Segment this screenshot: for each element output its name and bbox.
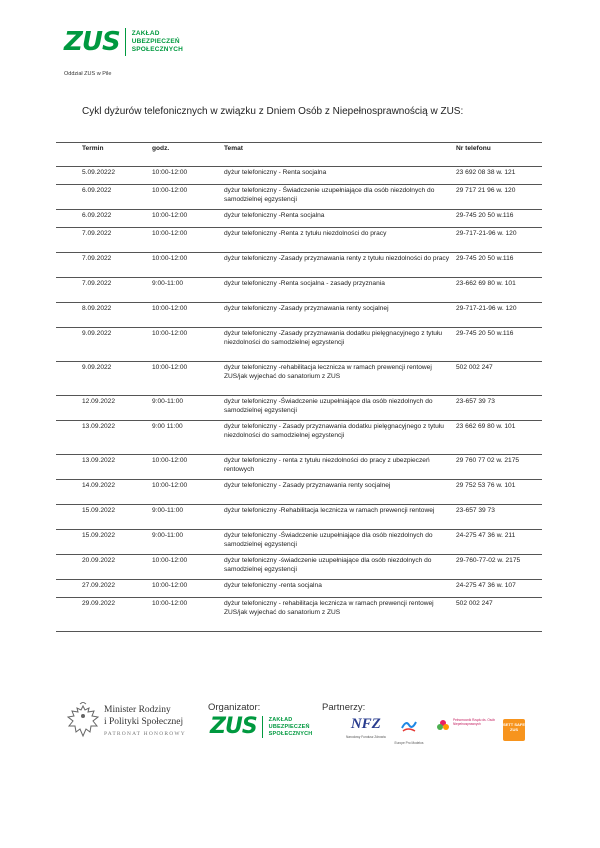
cell-phone: 29-745 20 50 w.116 bbox=[454, 253, 542, 278]
cell-phone: 29-745 20 50 w.116 bbox=[454, 210, 542, 228]
cell-phone: 29 752 53 76 w. 101 bbox=[454, 480, 542, 505]
cell-phone: 29-717-21-96 w. 120 bbox=[454, 228, 542, 253]
cell-topic: dyżur telefoniczny -Świadczenie uzupełniające dla osób niezdolnych do samodzielnej egzystencji bbox=[222, 396, 454, 421]
cell-topic: dyżur telefoniczny -Renta socjalna bbox=[222, 210, 454, 228]
cell-time: 10:00-12:00 bbox=[150, 555, 222, 580]
branch-name: Oddział ZUS w Pile bbox=[64, 71, 112, 77]
cell-topic: dyżur telefoniczny -Zasady przyznawania renty z tytułu niezdolności do pracy bbox=[222, 253, 454, 278]
nfz-subtitle: Narodowy Fundusz Zdrowia bbox=[346, 735, 386, 739]
polish-eagle-emblem bbox=[66, 702, 100, 740]
cell-topic: dyżur telefoniczny - Zasady przyznawania renty socjalnej bbox=[222, 480, 454, 505]
cell-phone: 29 760 77 02 w. 2175 bbox=[454, 455, 542, 480]
table-row bbox=[56, 555, 542, 580]
cell-date: 15.09.2022 bbox=[56, 505, 150, 530]
cell-topic: dyżur telefoniczny -Renta socjalna - zasady przyznania bbox=[222, 278, 454, 303]
table-row bbox=[56, 253, 542, 278]
cell-phone: 24-275 47 36 w. 107 bbox=[454, 580, 542, 598]
flower-icon bbox=[436, 718, 451, 734]
table-row bbox=[56, 530, 542, 555]
cell-date: 27.09.2022 bbox=[56, 580, 150, 598]
zus-logo-text bbox=[269, 717, 313, 738]
cell-topic: dyżur telefoniczny -Zasady przyznawania dodatku pielęgnacyjnego z tytułu niezdolności do samodzielnej egzystencji bbox=[222, 328, 454, 362]
cell-phone: 23 662 69 80 w. 101 bbox=[454, 421, 542, 455]
cell-time: 10:00-12:00 bbox=[150, 598, 222, 632]
zus-logo-line: UBEZPIECZEŃ bbox=[131, 38, 180, 45]
table-row bbox=[56, 505, 542, 530]
zus-logo-text bbox=[132, 30, 183, 54]
minister-line: Minister Rodziny bbox=[104, 705, 171, 715]
cell-time: 9:00-11:00 bbox=[150, 396, 222, 421]
cell-topic: dyżur telefoniczny -świadczenie uzupełniające dla osób niezdolnych do samodzielnej egzystencji bbox=[222, 555, 454, 580]
nfz-logo bbox=[346, 716, 386, 739]
table-row bbox=[56, 421, 542, 455]
cell-topic: dyżur telefoniczny -Rehabilitacja lecznicza w ramach prewencji rentowej bbox=[222, 505, 454, 530]
cell-date: 12.09.2022 bbox=[56, 396, 150, 421]
zus-logo-mark: ZUS bbox=[210, 714, 257, 739]
partner-logo-pelnomocnik bbox=[436, 718, 495, 739]
cell-time: 10:00-12:00 bbox=[150, 362, 222, 396]
table-row bbox=[56, 228, 542, 253]
table-row bbox=[56, 167, 542, 185]
cell-time: 9:00-11:00 bbox=[150, 278, 222, 303]
cell-phone: 29-717-21-96 w. 120 bbox=[454, 303, 542, 328]
cell-topic: dyżur telefoniczny -Świadczenie uzupełniające dla osób niezdolnych do samodzielnej egzystencji bbox=[222, 530, 454, 555]
table-row bbox=[56, 480, 542, 505]
zus-logo-line: UBEZPIECZEŃ bbox=[268, 723, 310, 730]
zus-logo-divider bbox=[125, 28, 126, 56]
cell-time: 10:00-12:00 bbox=[150, 185, 222, 210]
cell-date: 8.09.2022 bbox=[56, 303, 150, 328]
header-topic: Temat bbox=[222, 143, 454, 167]
cell-phone: 23-657 39 73 bbox=[454, 505, 542, 530]
table-row bbox=[56, 396, 542, 421]
organizer-zus-logo bbox=[210, 716, 312, 738]
cell-date: 7.09.2022 bbox=[56, 278, 150, 303]
cell-time: 10:00-12:00 bbox=[150, 328, 222, 362]
zus-logo-line: ZAKŁAD bbox=[268, 716, 293, 723]
cell-time: 9:00 11:00 bbox=[150, 421, 222, 455]
cell-time: 9:00-11:00 bbox=[150, 530, 222, 555]
cell-topic: dyżur telefoniczny -Renta z tytułu niezdolności do pracy bbox=[222, 228, 454, 253]
cell-phone: 29-760-77-02 w. 2175 bbox=[454, 555, 542, 580]
cell-phone: 23 692 08 38 w. 121 bbox=[454, 167, 542, 185]
cell-topic: dyżur telefoniczny - rehabilitacja lecznicza w ramach prewencji rentowej ZUS/jak wyjechać do sanatorium z ZUS bbox=[222, 598, 454, 632]
page-title: Cykl dyżurów telefonicznych w związku z Dniem Osób z Niepełnosprawnością w ZUS: bbox=[82, 106, 464, 117]
table-row bbox=[56, 598, 542, 632]
partner-logo bbox=[393, 716, 425, 745]
cell-time: 10:00-12:00 bbox=[150, 253, 222, 278]
cell-time: 10:00-12:00 bbox=[150, 228, 222, 253]
cell-time: 10:00-12:00 bbox=[150, 303, 222, 328]
cell-date: 13.09.2022 bbox=[56, 421, 150, 455]
cell-phone: 29-745 20 50 w.116 bbox=[454, 328, 542, 362]
partners-label: Partnerzy: bbox=[322, 702, 366, 713]
table-row bbox=[56, 328, 542, 362]
table-row bbox=[56, 278, 542, 303]
cell-topic: dyżur telefoniczny -Zasady przyznawania renty socjalnej bbox=[222, 303, 454, 328]
cell-date: 14.09.2022 bbox=[56, 480, 150, 505]
cell-topic: dyżur telefoniczny -rehabilitacja lecznicza w ramach prewencji rentowej ZUS/jak wyjechać do sanatorium z ZUS bbox=[222, 362, 454, 396]
cell-phone: 502 002 247 bbox=[454, 598, 542, 632]
minister-line: i Polityki Społecznej bbox=[104, 717, 184, 727]
zus-logo bbox=[64, 28, 183, 56]
cell-time: 9:00-11:00 bbox=[150, 505, 222, 530]
cell-phone: 29 717 21 96 w. 120 bbox=[454, 185, 542, 210]
table-body bbox=[56, 167, 542, 632]
cell-date: 6.09.2022 bbox=[56, 210, 150, 228]
zus-logo-line: SPOŁECZNYCH bbox=[268, 730, 313, 737]
cell-topic: dyżur telefoniczny - Renta socjalna bbox=[222, 167, 454, 185]
header-date: Termin bbox=[56, 143, 150, 167]
cell-date: 29.09.2022 bbox=[56, 598, 150, 632]
table-row bbox=[56, 303, 542, 328]
cell-time: 10:00-12:00 bbox=[150, 455, 222, 480]
cell-phone: 23-657 39 73 bbox=[454, 396, 542, 421]
organizer-label: Organizator: bbox=[208, 702, 261, 713]
cell-date: 9.09.2022 bbox=[56, 328, 150, 362]
ministry-patronage bbox=[104, 704, 186, 737]
cell-date: 13.09.2022 bbox=[56, 455, 150, 480]
cell-time: 10:00-12:00 bbox=[150, 210, 222, 228]
cell-date: 15.09.2022 bbox=[56, 530, 150, 555]
header-phone: Nr telefonu bbox=[454, 143, 542, 167]
cell-date: 6.09.2022 bbox=[56, 185, 150, 210]
zus-logo-line: SPOŁECZNYCH bbox=[131, 46, 184, 53]
cell-time: 10:00-12:00 bbox=[150, 580, 222, 598]
partner-text: Pełnomocnik Rządu ds. Osób Niepełnosprawnych bbox=[453, 718, 495, 726]
header-time: godz. bbox=[150, 143, 222, 167]
cell-topic: dyżur telefoniczny - renta z tytułu niezdolności do pracy z ubezpieczeń rentowych bbox=[222, 455, 454, 480]
schedule-table bbox=[56, 142, 542, 632]
patronage-label: PATRONAT HONOROWY bbox=[104, 731, 186, 737]
cell-topic: dyżur telefoniczny - Zasady przyznawania dodatku pielęgnacyjnego z tytułu niezdolności do samodzielnej egzystencji bbox=[222, 421, 454, 455]
nfz-mark: NFZ bbox=[350, 716, 381, 732]
zus-logo-divider bbox=[262, 716, 263, 738]
cell-time: 10:00-12:00 bbox=[150, 480, 222, 505]
cell-phone: 23-662 69 80 w. 101 bbox=[454, 278, 542, 303]
table-row bbox=[56, 455, 542, 480]
zus-logo-line: ZAKŁAD bbox=[131, 30, 160, 37]
zus-logo-mark: ZUS bbox=[64, 27, 120, 57]
cell-date: 7.09.2022 bbox=[56, 253, 150, 278]
cell-date: 7.09.2022 bbox=[56, 228, 150, 253]
cell-date: 5.09.20222 bbox=[56, 167, 150, 185]
cell-topic: dyżur telefoniczny -renta socjalna bbox=[222, 580, 454, 598]
table-row bbox=[56, 362, 542, 396]
cell-phone: 24-275 47 36 w. 211 bbox=[454, 530, 542, 555]
partner-subtitle: Europe Pro Modelos bbox=[394, 741, 424, 745]
table-row bbox=[56, 210, 542, 228]
cell-time: 10:00-12:00 bbox=[150, 167, 222, 185]
table-row bbox=[56, 580, 542, 598]
table-row bbox=[56, 185, 542, 210]
wave-icon bbox=[400, 716, 418, 734]
cell-date: 20.09.2022 bbox=[56, 555, 150, 580]
cell-phone: 502 002 247 bbox=[454, 362, 542, 396]
partner-logo-orange: SETT SAFE ZUS bbox=[503, 719, 525, 741]
cell-topic: dyżur telefoniczny - Świadczenie uzupełniające dla osób niezdolnych do samodzielnej egzystencji bbox=[222, 185, 454, 210]
table-header-row bbox=[56, 143, 542, 167]
cell-date: 9.09.2022 bbox=[56, 362, 150, 396]
